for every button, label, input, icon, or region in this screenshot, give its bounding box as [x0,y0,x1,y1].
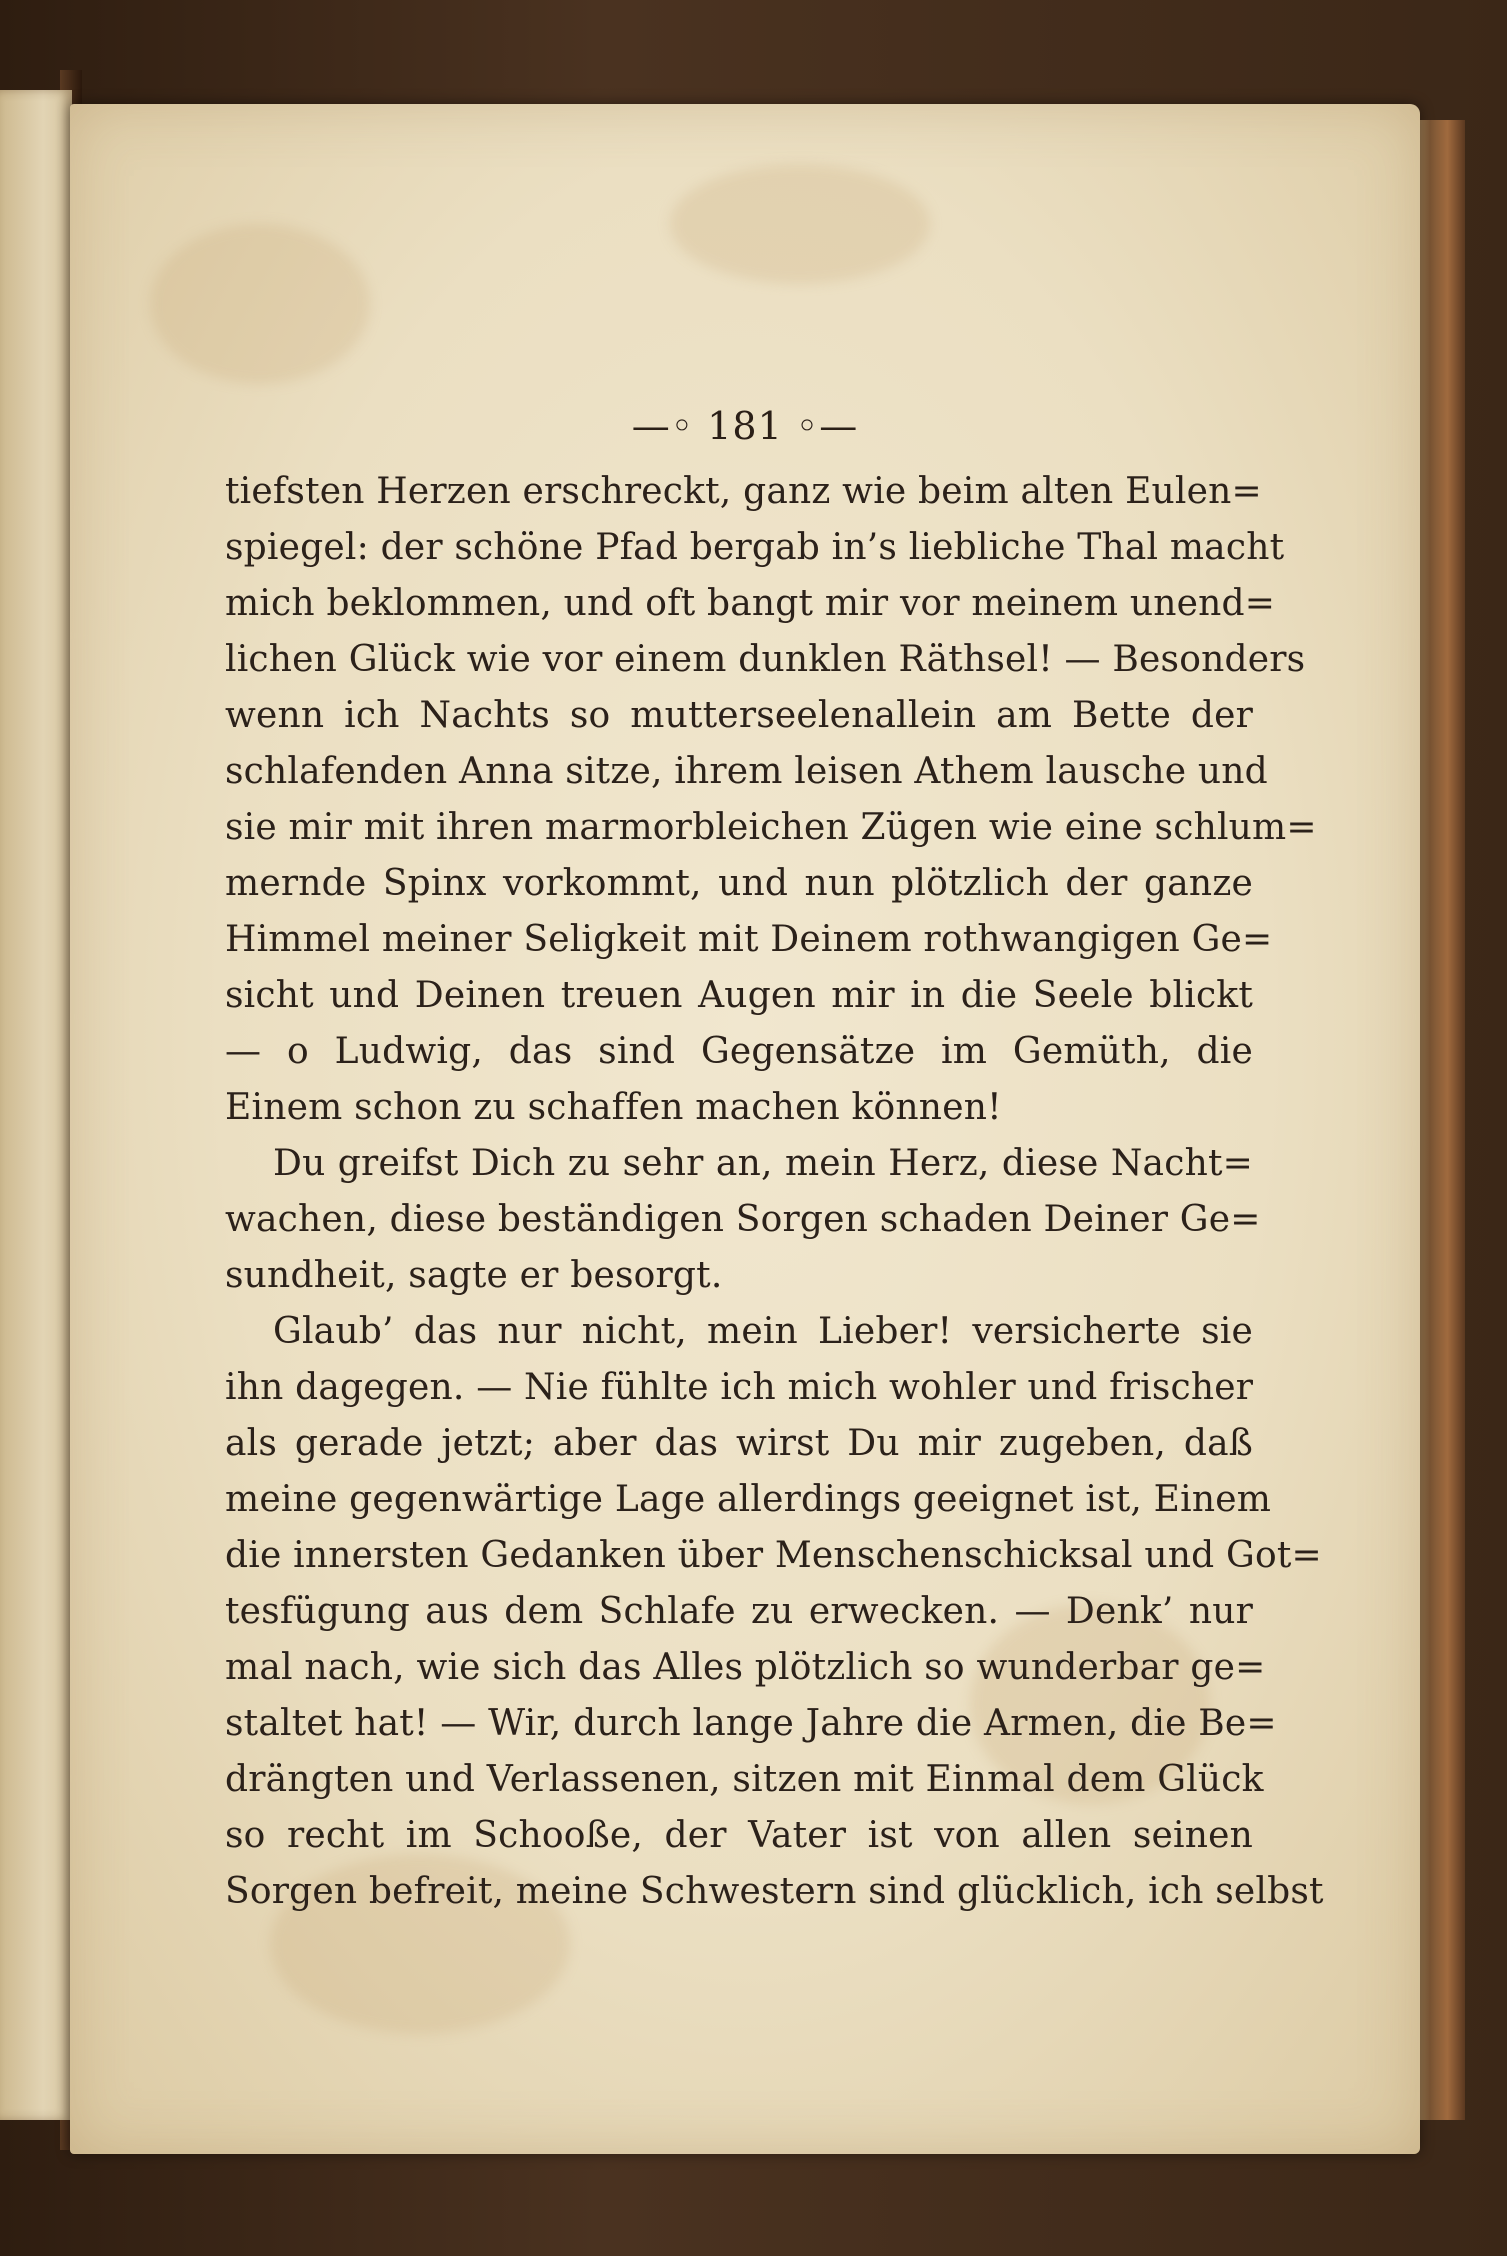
text-line: die innersten Gedanken über Menschenschicksal und Got= [225,1535,1322,1576]
text-line: lichen Glück wie vor einem dunklen Räthsel! — Besonders [225,639,1306,680]
paper-stain [150,224,370,384]
text-line: so recht im Schooße, der Vater ist von allen seinen [225,1815,1253,1856]
book-page [70,104,1420,2154]
text-line: wenn ich Nachts so mutterseelenallein am Bette der [225,695,1253,736]
text-line: tiefsten Herzen erschreckt, ganz wie beim alten Eulen= [225,471,1262,512]
text-line: wachen, diese beständigen Sorgen schaden Deiner Ge= [225,1199,1261,1240]
left-page-edge [0,90,72,2120]
text-line: als gerade jetzt; aber das wirst Du mir zugeben, daß [225,1423,1253,1464]
text-line: sie mir mit ihren marmorbleichen Zügen wie eine schlum= [225,807,1317,848]
text-line: mich beklommen, und oft bangt mir vor meinem unend= [225,583,1276,624]
text-line: tesfügung aus dem Schlafe zu erwecken. — Denk’ nur [225,1591,1253,1632]
text-line: — o Ludwig, das sind Gegensätze im Gemüth, die [225,1031,1253,1072]
text-line: drängten und Verlassenen, sitzen mit Einmal dem Glück [225,1759,1264,1800]
text-line: Du greifst Dich zu sehr an, mein Herz, diese Nacht= [273,1143,1253,1184]
text-line: sicht und Deinen treuen Augen mir in die Seele blickt [225,975,1253,1016]
text-line: sundheit, sagte er besorgt. [225,1255,723,1296]
text-line: mal nach, wie sich das Alles plötzlich so wunderbar ge= [225,1647,1266,1688]
text-line: Himmel meiner Seligkeit mit Deinem rothwangigen Ge= [225,919,1273,960]
text-line: Einem schon zu schaffen machen können! [225,1087,1002,1128]
paper-stain [670,164,930,284]
text-line: ihn dagegen. — Nie fühlte ich mich wohler und frischer [225,1367,1254,1408]
text-line: staltet hat! — Wir, durch lange Jahre die Armen, die Be= [225,1703,1277,1744]
text-line: spiegel: der schöne Pfad bergab in’s liebliche Thal macht [225,527,1285,568]
text-line: schlafenden Anna sitze, ihrem leisen Athem lausche und [225,751,1268,792]
body-text [225,464,1324,1920]
text-line: Sorgen befreit, meine Schwestern sind glücklich, ich selbst [225,1871,1324,1912]
text-line: mernde Spinx vorkommt, und nun plötzlich der ganze [225,863,1253,904]
page-number: —◦ 181 ◦— [631,404,859,448]
text-line: meine gegenwärtige Lage allerdings geeignet ist, Einem [225,1479,1272,1520]
text-line: Glaub’ das nur nicht, mein Lieber! versicherte sie [273,1311,1253,1352]
